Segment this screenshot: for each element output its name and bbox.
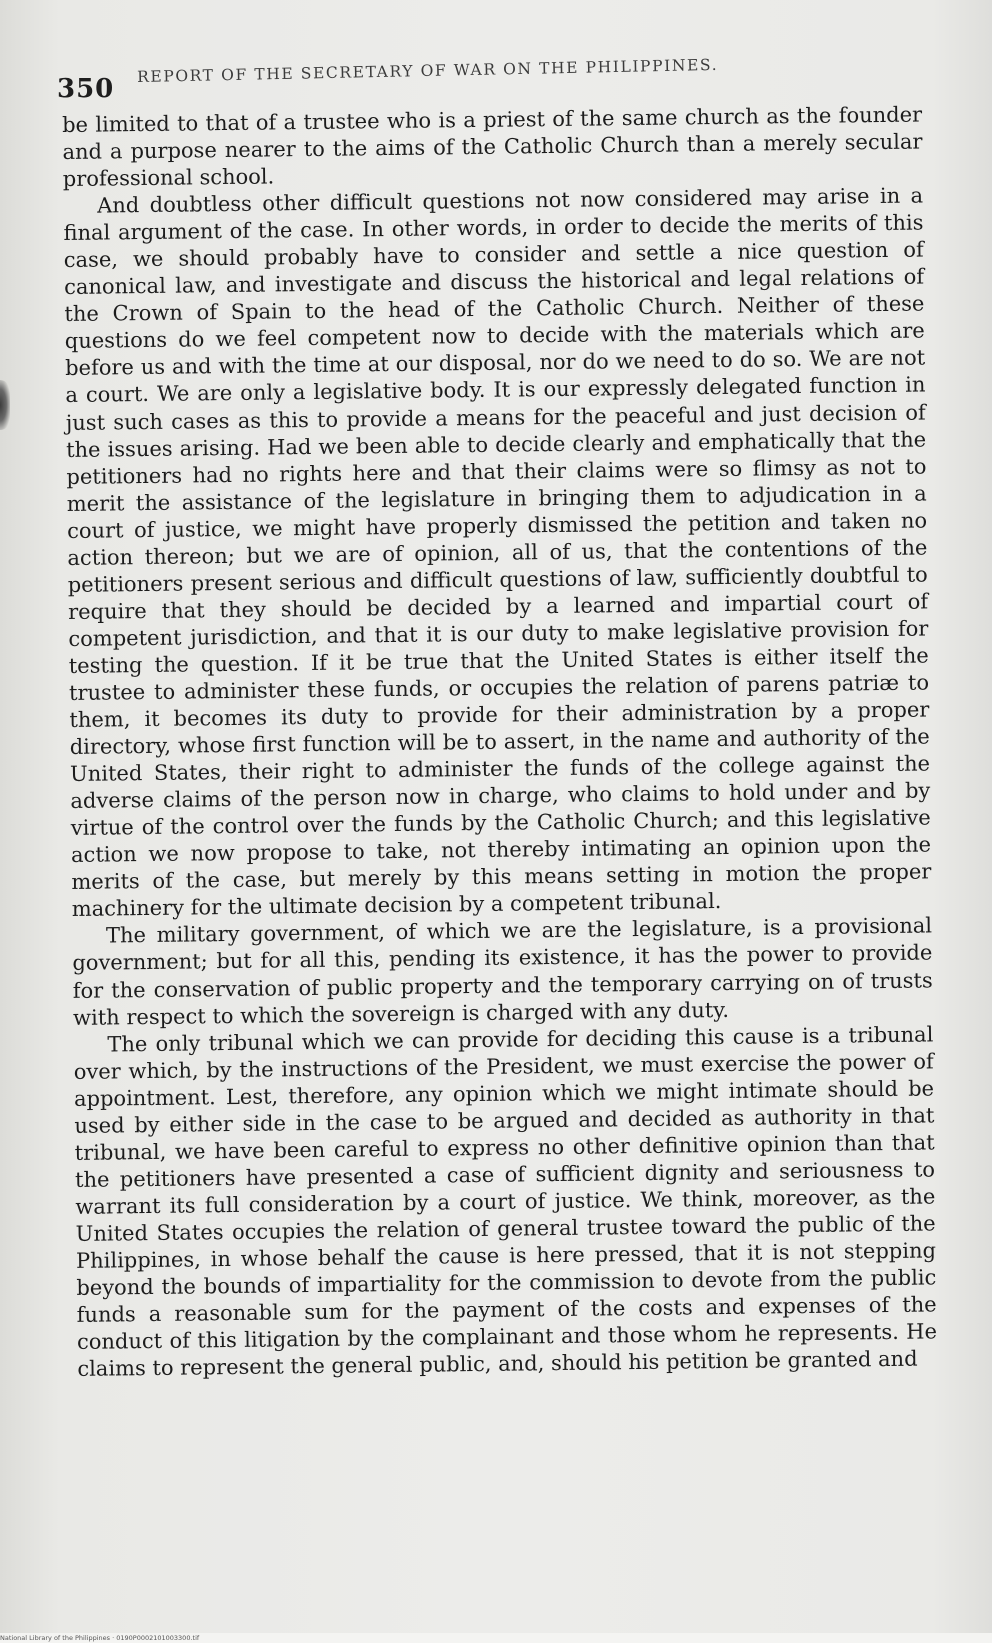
- page-number: 350: [57, 74, 115, 104]
- body-text: [62, 101, 937, 1383]
- scan-footer-text: National Library of the Philippines · 0190P0002101003300.tif: [0, 1634, 200, 1642]
- paragraph-continued: be limited to that of a trustee who is a priest of the same church as the founder and a purpose nearer to the aims of the Catholic Church than a merely secular professional school.: [62, 102, 923, 192]
- paragraph: And doubtless other difficult questions not now considered may arise in a final argument of the case. In other words, in order to decide the merits of this case, we should probably have to consider and settle a nice question of canonical law, and investigate and discuss the historical and legal relations of the Crown of Spain to the head of the Catholic Church. Neither of these questions do we feel competent now to decide with the materials which are before us and with the time at our disposal, nor do we need to do so. We are not a court. We are only a legislative body. It is our expressly delegated function in just such cases as this to provide a means for the peaceful and just decision of the issues arising. Had we been able to decide clearly and emphatically that the petitioners had no rights here and that their claims were so flimsy as not to merit the assistance of the legislature in bringing them to adjudication in a court of justice, we might have properly dismissed the petition and taken no action thereon; but we are of opinion, all of us, that the contentions of the petitioners present serious and difficult questions of law, sufficiently doubtful to require that they should be decided by a learned and impartial court of competent jurisdiction, and that it is our duty to make legislative provision for testing the question. If it be true that the United States is either itself the trustee to administer these funds, or occupies the relation of parens patriæ to them, it becomes its duty to provide for their administration by a proper directory, whose first function will be to assert, in the name and authority of the United States, their right to administer the funds of the college against the adverse claims of the person now in charge, who claims to hold under and by virtue of the control over the funds by the Catholic Church; and this legislative action we now propose to take, not thereby intimating an opinion upon the merits of the case, but merely by this means setting in motion the proper machinery for the ultimate decision by a competent tribunal.: [63, 183, 932, 922]
- margin-ink-blot: [0, 380, 10, 430]
- paragraph: The only tribunal which we can provide for deciding this cause is a tribunal over which, by the instructions of the President, we must exercise the power of appointment. Lest, therefore, any opinion which we might intimate should be used by either side in the case to be argued and decided as authority in that tribunal, we have been careful to express no other definitive opinion than that the petitioners have presented a case of sufficient dignity and seriousness to warrant its full consideration by a court of justice. We think, moreover, as the United States occupies the relation of general trustee toward the public of the Philippines, in whose behalf the cause is here pressed, that it is not stepping beyond the bounds of impartiality for the commission to devote from the public funds a reasonable sum for the payment of the costs and expenses of the conduct of this litigation by the complainant and those whom he represents. He claims to represent the general public, and, should his petition be granted and: [73, 1022, 938, 1382]
- running-head: REPORT OF THE SECRETARY OF WAR ON THE PHILIPPINES.: [137, 55, 719, 86]
- paragraph: The military government, of which we are the legislature, is a provisional government; but for all this, pending its existence, it has the power to provide for the conservation of public property and the temporary carrying on of trusts with respect to which the sovereign is charged with any duty.: [72, 913, 933, 1030]
- page-header: [57, 55, 927, 106]
